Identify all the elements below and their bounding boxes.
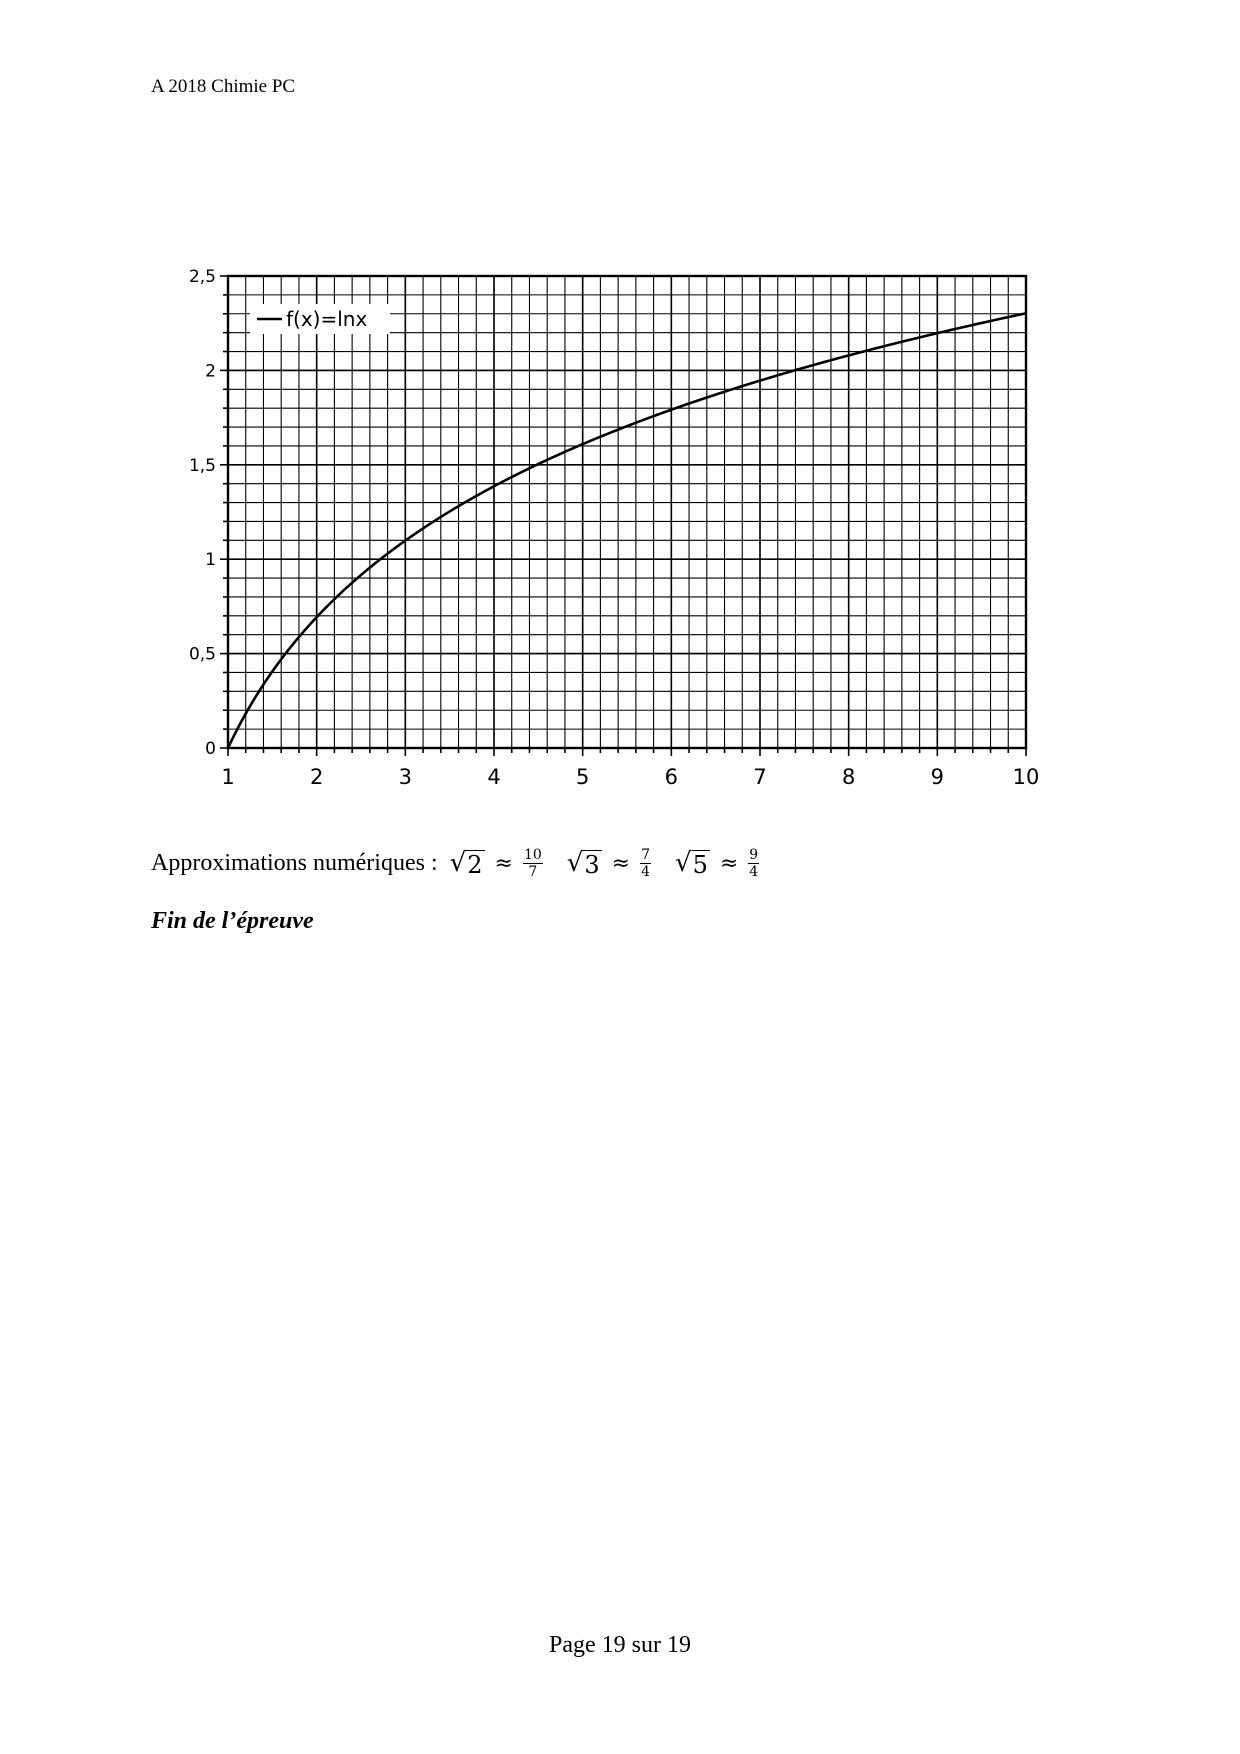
- ln-chart: [0, 0, 1240, 820]
- fraction-denominator: 4: [641, 863, 650, 880]
- fraction-10-7: [523, 847, 543, 880]
- sqrt-expression-2: [450, 848, 485, 879]
- y-tick-label: 2: [205, 361, 216, 382]
- legend: [250, 304, 390, 334]
- radicand: 3: [584, 850, 600, 879]
- fraction-numerator: 7: [641, 846, 650, 863]
- approx-symbol: ≈: [494, 850, 513, 876]
- end-of-exam: Fin de l’épreuve: [151, 908, 314, 934]
- grid-major: [228, 276, 1026, 748]
- radical-sign: √: [566, 847, 584, 878]
- x-tick-label: 8: [841, 765, 856, 789]
- radicand: 5: [692, 850, 708, 879]
- x-tick-label: 1: [221, 765, 235, 789]
- x-tick-label: 9: [930, 765, 945, 789]
- axis-ticks: [220, 276, 1026, 756]
- x-tick-label: 6: [664, 765, 679, 789]
- plot-frame: [228, 276, 1026, 748]
- fraction-denominator: 7: [528, 863, 538, 880]
- x-tick-label: 10: [1012, 765, 1040, 789]
- radicand: 2: [467, 850, 483, 879]
- y-tick-label: 1: [205, 550, 216, 571]
- y-tick-label: 0: [205, 739, 216, 759]
- radical-sign: √: [449, 847, 467, 878]
- page-header: A 2018 Chimie PC: [151, 76, 296, 97]
- x-tick-label: 7: [753, 765, 767, 789]
- grid-minor: [228, 276, 1026, 748]
- approx-symbol: ≈: [719, 850, 739, 876]
- approx-symbol: ≈: [611, 850, 631, 876]
- fraction-denominator: 4: [749, 863, 759, 880]
- radical-sign: √: [674, 847, 692, 878]
- y-tick-label: 0,5: [188, 644, 216, 665]
- x-tick-label: 5: [575, 765, 590, 789]
- y-tick-label: 2,5: [188, 267, 216, 287]
- x-tick-label: 4: [487, 765, 501, 789]
- sqrt-expression-5: [675, 848, 710, 879]
- ln-chart-svg: [0, 0, 1240, 820]
- y-tick-label: 1,5: [188, 455, 216, 476]
- x-tick-label: 3: [398, 765, 413, 789]
- approximations-label: Approximations numériques :: [151, 849, 438, 876]
- legend-label: f(x)=lnx: [286, 307, 368, 331]
- fraction-7-4: [640, 847, 651, 880]
- numeric-approximations: [151, 838, 783, 888]
- series-line-ln: [228, 313, 1026, 748]
- fraction-numerator: 10: [523, 846, 542, 863]
- fraction-numerator: 9: [749, 846, 759, 863]
- fraction-9-4: [748, 847, 759, 880]
- sqrt-expression-3: [567, 848, 602, 879]
- page-number: Page 19 sur 19: [549, 1632, 691, 1658]
- x-tick-label: 2: [309, 765, 324, 789]
